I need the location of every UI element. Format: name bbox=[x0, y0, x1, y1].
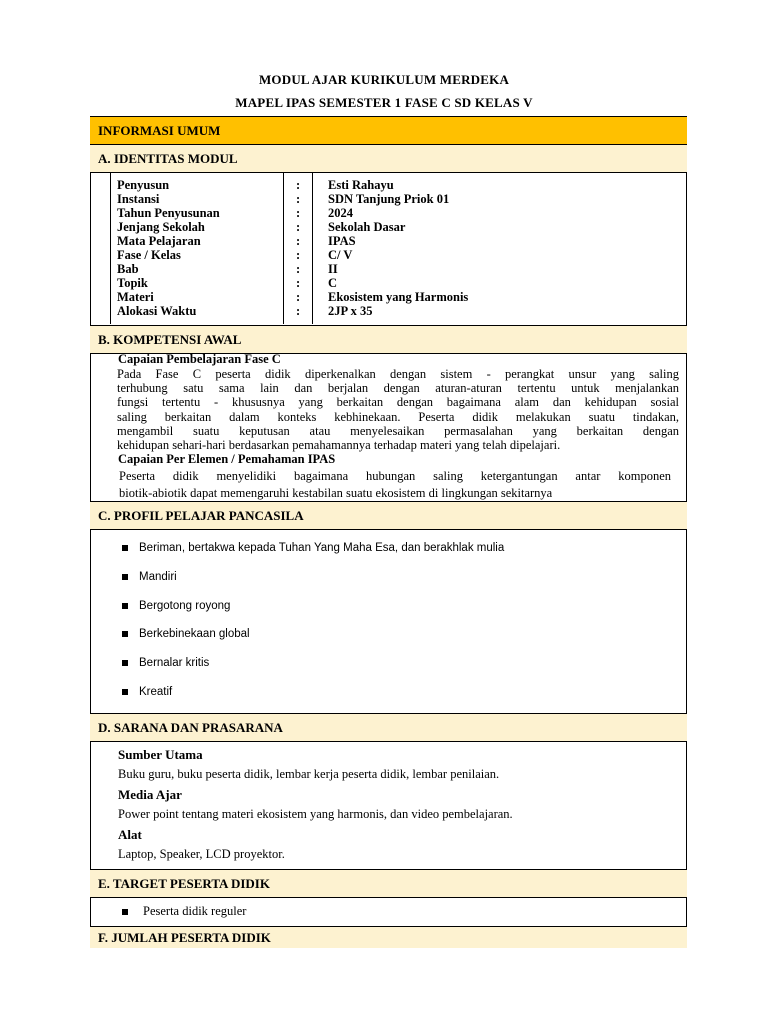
sumber-heading: Sumber Utama bbox=[118, 747, 203, 762]
identitas-label: Mata Pelajaran bbox=[117, 234, 201, 248]
identitas-separator: : bbox=[296, 290, 301, 304]
elemen-line: biotik-abiotik dapat memengaruhi kestabilan suatu ekosistem di lingkungan sekitarnya bbox=[119, 486, 553, 500]
identitas-separator: : bbox=[296, 248, 301, 262]
cp-line: terhubung satu sama lain dan berjalan dengan aturan-aturan tertentu untuk menjalankan bbox=[117, 381, 679, 396]
identitas-label: Instansi bbox=[117, 192, 160, 206]
bullet-square-icon bbox=[122, 574, 128, 580]
identitas-label: Penyusun bbox=[117, 178, 170, 192]
section-informasi-umum bbox=[90, 116, 687, 145]
identitas-label: Materi bbox=[117, 290, 154, 304]
identitas-separator: : bbox=[296, 262, 301, 276]
bullet-square-icon bbox=[122, 660, 128, 666]
target-item: Peserta didik reguler bbox=[122, 904, 246, 919]
identitas-value: II bbox=[328, 262, 338, 276]
identitas-separator: : bbox=[296, 304, 301, 318]
identitas-value: IPAS bbox=[328, 234, 356, 248]
identitas-label: Tahun Penyusunan bbox=[117, 206, 220, 220]
identitas-value: Sekolah Dasar bbox=[328, 220, 406, 234]
profil-item: Berkebinekaan global bbox=[122, 628, 250, 640]
identitas-separator: : bbox=[296, 234, 301, 248]
section-profil-label: C. PROFIL PELAJAR PANCASILA bbox=[98, 507, 304, 523]
identitas-separator: : bbox=[296, 220, 301, 234]
bullet-square-icon bbox=[122, 689, 128, 695]
profil-item: Kreatif bbox=[122, 686, 172, 698]
cp-paragraph bbox=[117, 367, 679, 452]
section-sarana-label: D. SARANA DAN PRASARANA bbox=[98, 719, 283, 735]
section-profil-pelajar bbox=[90, 501, 687, 530]
document-title: MODUL AJAR KURIKULUM MERDEKA bbox=[258, 72, 510, 87]
cp-line: fungsi tertentu - khususnya yang berkaitan dengan bagaimana alam dan kehidupan sosial bbox=[117, 395, 679, 410]
elemen-heading: Capaian Per Elemen / Pemahaman IPAS bbox=[118, 452, 336, 466]
identitas-value: SDN Tanjung Priok 01 bbox=[328, 192, 450, 206]
identitas-separator: : bbox=[296, 192, 301, 206]
bullet-square-icon bbox=[122, 603, 128, 609]
media-heading: Media Ajar bbox=[118, 787, 182, 802]
identitas-separator: : bbox=[296, 178, 301, 192]
cp-heading: Capaian Pembelajaran Fase C bbox=[118, 352, 281, 366]
section-identitas-modul bbox=[90, 144, 687, 173]
elemen-paragraph bbox=[119, 468, 671, 502]
alat-text: Laptop, Speaker, LCD proyektor. bbox=[118, 847, 285, 861]
identitas-label: Fase / Kelas bbox=[117, 248, 181, 262]
section-sarana-prasarana bbox=[90, 713, 687, 742]
section-informasi-umum-label: INFORMASI UMUM bbox=[98, 122, 221, 138]
identitas-label: Alokasi Waktu bbox=[117, 304, 197, 318]
sumber-text: Buku guru, buku peserta didik, lembar kerja peserta didik, lembar penilaian. bbox=[118, 767, 500, 781]
bullet-square-icon bbox=[122, 909, 128, 915]
bullet-square-icon bbox=[122, 545, 128, 551]
section-kompetensi-label: B. KOMPETENSI AWAL bbox=[98, 331, 242, 347]
profil-item: Mandiri bbox=[122, 571, 177, 583]
identitas-value: Ekosistem yang Harmonis bbox=[328, 290, 469, 304]
alat-heading: Alat bbox=[118, 827, 142, 842]
identitas-label: Bab bbox=[117, 262, 139, 276]
cp-line: mengambil suatu keputusan atau menyelesaikan permasalahan yang berkaitan dengan bbox=[117, 423, 679, 438]
identitas-value: C/ V bbox=[328, 248, 353, 262]
section-identitas-label: A. IDENTITAS MODUL bbox=[98, 150, 238, 166]
cp-line: Pada Fase C peserta didik diperkenalkan dengan sistem - perangkat unsur yang saling bbox=[117, 367, 679, 381]
section-kompetensi-awal bbox=[90, 325, 687, 354]
identitas-value: 2JP x 35 bbox=[328, 304, 373, 318]
section-target-label: E. TARGET PESERTA DIDIK bbox=[98, 875, 270, 891]
identitas-label: Jenjang Sekolah bbox=[117, 220, 205, 234]
cp-line: kehidupan sehari-hari berdasarkan pemahamannya terhadap materi yang telah dipelajari. bbox=[117, 438, 561, 453]
bullet-square-icon bbox=[122, 631, 128, 637]
identitas-value: C bbox=[328, 276, 338, 290]
identitas-label: Topik bbox=[117, 276, 148, 290]
identitas-separator: : bbox=[296, 276, 301, 290]
media-text: Power point tentang materi ekosistem yang harmonis, dan video pembelajaran. bbox=[118, 807, 513, 821]
section-target-peserta bbox=[90, 869, 687, 898]
profil-item: Beriman, bertakwa kepada Tuhan Yang Maha Esa, dan berakhlak mulia bbox=[122, 542, 504, 554]
elemen-line: Peserta didik menyelidiki bagaimana hubungan saling ketergantungan antar komponen bbox=[119, 469, 671, 483]
section-jumlah-peserta bbox=[90, 926, 687, 948]
identitas-value: Esti Rahayu bbox=[328, 178, 394, 192]
document-subtitle: MAPEL IPAS SEMESTER 1 FASE C SD KELAS V bbox=[235, 95, 533, 110]
identitas-value: 2024 bbox=[328, 206, 353, 220]
identitas-separator: : bbox=[296, 206, 301, 220]
section-jumlah-label: F. JUMLAH PESERTA DIDIK bbox=[98, 929, 271, 945]
cp-line: saling berkaitan dalam konteks kebhinekaan. Peserta didik melakukan suatu tindakan, bbox=[117, 409, 679, 424]
profil-item: Bernalar kritis bbox=[122, 657, 209, 669]
profil-item: Bergotong royong bbox=[122, 600, 230, 612]
